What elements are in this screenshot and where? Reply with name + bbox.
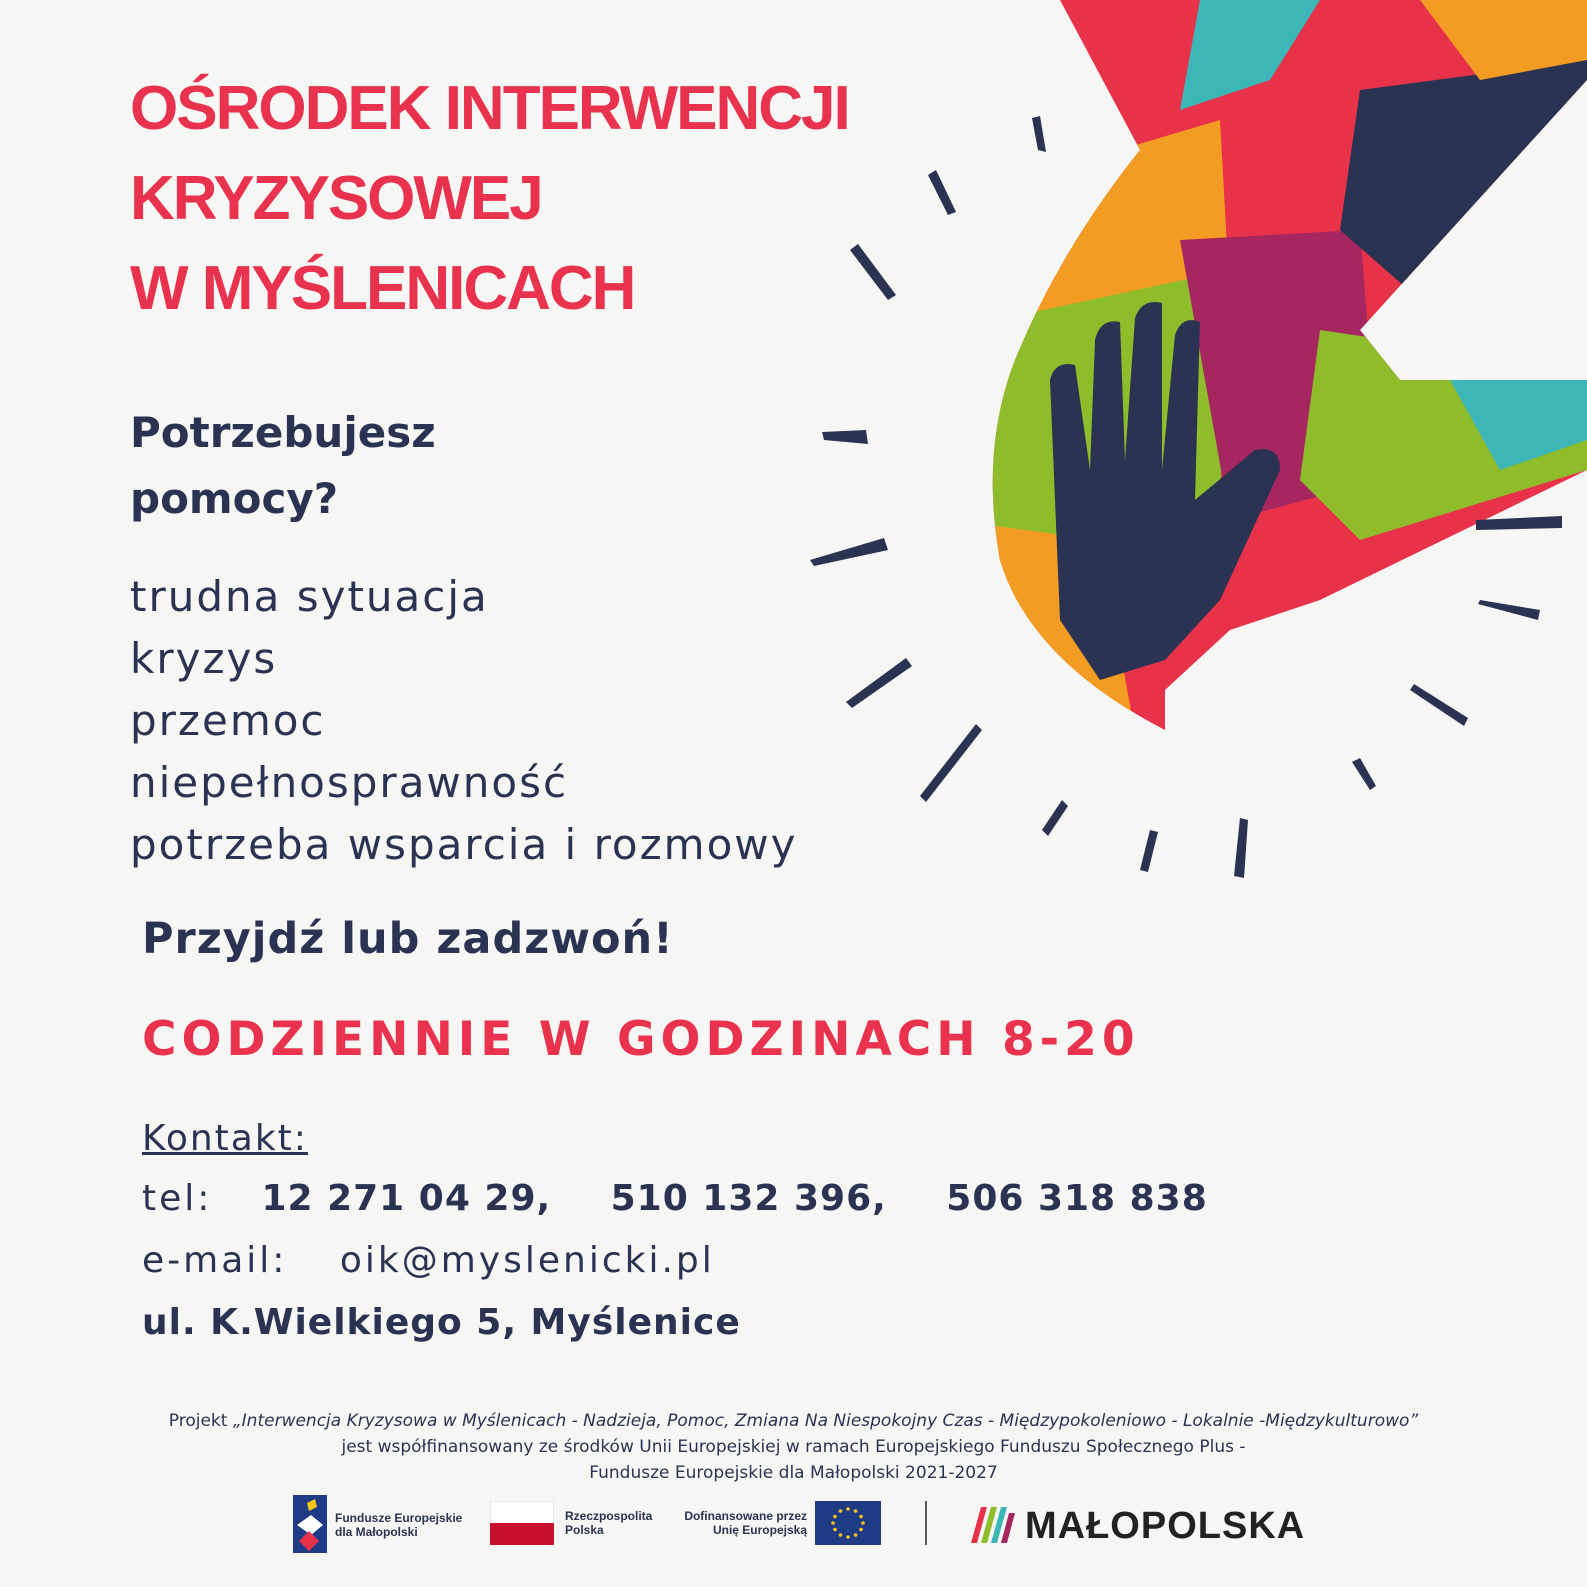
eu-line-1: Dofinansowane przez	[684, 1509, 807, 1523]
fe-line-1: Fundusze Europejskie	[335, 1511, 463, 1525]
eu-flag-icon	[815, 1501, 881, 1545]
malopolska-logo-text: MAŁOPOLSKA	[1025, 1505, 1306, 1547]
page-title	[130, 64, 849, 334]
list-item: kryzys	[130, 634, 278, 683]
phone-label: tel:	[142, 1178, 213, 1219]
phone-number-1[interactable]: 12 271 04 29,	[261, 1178, 552, 1219]
polish-flag-icon	[490, 1501, 554, 1545]
list-item: potrzeba wsparcia i rozmowy	[130, 820, 798, 869]
hands-illustration	[800, 0, 1587, 900]
contact-heading: Kontakt:	[142, 1118, 308, 1159]
eu-logo-text	[681, 1509, 807, 1537]
footer-line-3: Fundusze Europejskie dla Małopolski 2021-2027	[589, 1463, 998, 1483]
project-name: „Interwencja Kryzysowa w Myślenicach - Nadzieja, Pomoc, Zmiana Na Niespokojny Czas - Międzypokoleniowo - Lokalnie -Międzykulturowo”	[232, 1411, 1419, 1431]
arm-shape	[950, 0, 1587, 760]
footer-prefix: Projekt	[168, 1411, 233, 1431]
rp-logo-text	[565, 1509, 652, 1537]
question-line-1: Potrzebujesz	[130, 408, 436, 457]
eu-line-2: Unię Europejską	[712, 1523, 807, 1537]
malopolska-logo-icon	[969, 1503, 1017, 1545]
title-line-1: OŚRODEK INTERWENCJI	[130, 74, 849, 143]
email-row	[142, 1240, 715, 1281]
list-item: niepełnosprawność	[130, 758, 569, 807]
question-line-2: pomocy?	[130, 474, 339, 523]
email-label: e-mail:	[142, 1240, 288, 1281]
call-to-action: Przyjdź lub zadzwoń!	[142, 914, 674, 964]
phone-number-2[interactable]: 510 132 396,	[610, 1178, 887, 1219]
rp-line-1: Rzeczpospolita	[565, 1509, 653, 1523]
help-question	[130, 400, 436, 532]
fe-logo-icon	[293, 1495, 327, 1553]
phone-number-3[interactable]: 506 318 838	[946, 1178, 1208, 1219]
fe-logo-text	[335, 1511, 462, 1539]
project-footer	[0, 1408, 1587, 1486]
phone-row	[142, 1178, 1208, 1219]
opening-hours: CODZIENNIE W GODZINACH 8-20	[142, 1012, 1140, 1067]
rp-line-2: Polska	[565, 1523, 604, 1537]
email-link[interactable]: oik@myslenicki.pl	[339, 1240, 715, 1281]
logo-bar	[293, 1495, 1306, 1565]
footer-line-2: jest współfinansowany ze środków Unii Europejskiej w ramach Europejskiego Funduszu Społecznego Plus -	[341, 1437, 1246, 1457]
logo-divider	[925, 1501, 927, 1545]
fe-line-2: dla Małopolski	[335, 1525, 418, 1539]
address: ul. K.Wielkiego 5, Myślenice	[142, 1302, 741, 1343]
title-line-3: W MYŚLENICACH	[130, 254, 635, 323]
title-line-2: KRYZYSOWEJ	[130, 164, 542, 233]
reasons-list	[130, 566, 797, 876]
list-item: przemoc	[130, 696, 326, 745]
list-item: trudna sytuacja	[130, 572, 489, 621]
footer-line-1	[0, 1408, 1587, 1434]
